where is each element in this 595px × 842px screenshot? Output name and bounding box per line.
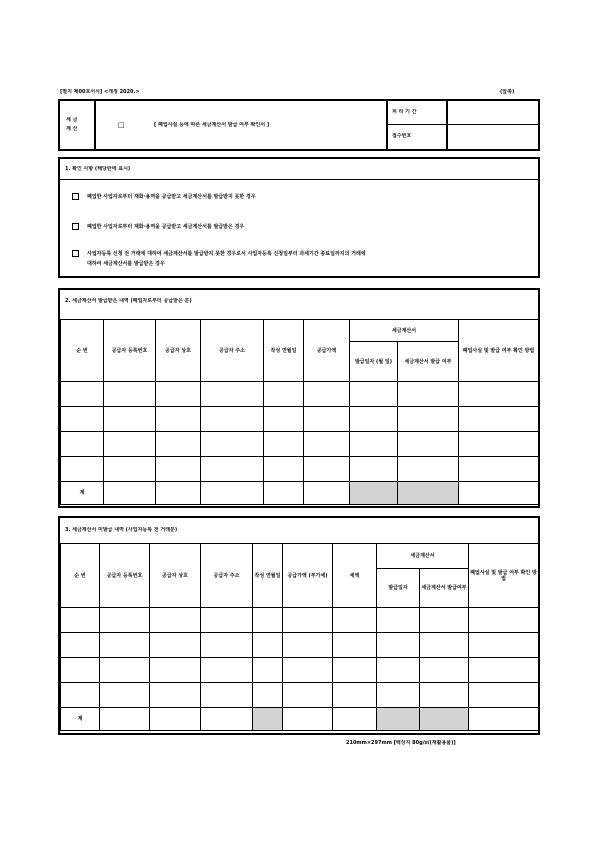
table-row [61, 382, 539, 407]
side-label-2: 계 산 [66, 126, 78, 132]
s2-header-confirm-method: 폐업사실 및 발급 여부 확인 방법 [459, 320, 539, 382]
s3-total-label: 계 [61, 708, 100, 731]
option-3-checkbox[interactable] [72, 250, 79, 257]
form-number: [별지 제00호서식] <개정 2020.> [60, 89, 140, 95]
side-label-1: 세 금 [66, 117, 78, 123]
title-block [58, 99, 540, 151]
s3-header-issue-date: 발급일자 [377, 569, 420, 608]
option-2-checkbox[interactable] [72, 223, 79, 230]
table-row [61, 407, 539, 432]
receipt-number-label: 접수번호 [392, 133, 412, 139]
s2-header-invoice-group: 세금계산서 [350, 320, 459, 342]
option-2-label: 폐업한 사업자로부터 재화·용역을 공급받고 세금계산서를 발급받은 경우 [87, 224, 245, 230]
option-row-3 [72, 250, 366, 258]
unissued-invoices-table [60, 543, 539, 731]
issued-invoices-table [60, 319, 539, 505]
section3-title: 3. 세금계산서 미발급 내역 (사업자등록 전 거래분) [65, 527, 178, 533]
processing-period-label: 처 리 기 간 [392, 109, 417, 115]
s2-header-number: 순 번 [61, 320, 104, 382]
document-title: [ 폐업사실 등에 따른 세금계산서 발급 여부 확인서 ] [154, 122, 270, 128]
s2-total-label: 계 [61, 482, 104, 505]
table-row [61, 633, 539, 658]
option-1-checkbox[interactable] [72, 193, 79, 200]
section1-title: 1. 확인 사항 (해당란에 표시) [65, 166, 131, 172]
section2-title: 2. 세금계산서 발급받은 내역 (폐업자로부터 공급받은 분) [65, 298, 192, 304]
option-row-2 [72, 223, 244, 231]
total-row [61, 708, 539, 731]
table-row [61, 658, 539, 683]
title-mark: □ [118, 121, 125, 129]
option-3-label: 사업자등록 신청 전 거래에 대하여 세금계산서를 발급받지 못한 경우로서 사업자등록 신청일부터 과세기간 종료일까지의 거래에 [87, 251, 366, 257]
s3-header-number: 순 번 [61, 544, 100, 608]
table-row [61, 608, 539, 633]
s2-header-issue-date: 발급일자 (월 일) [350, 342, 398, 382]
s2-header-date: 작성 연월일 [264, 320, 304, 382]
s2-header-issue-status: 세금계산서 발급 여부 [398, 342, 459, 382]
table-row [61, 683, 539, 708]
option-row-1 [72, 193, 256, 201]
s3-header-confirm-method: 폐업사실 및 발급 여부 확인 방법 [469, 544, 539, 608]
s3-header-supply-amount: 공급가액 (부가세) [283, 544, 333, 608]
s3-header-supplier-name: 공급자 상호 [150, 544, 201, 608]
s3-header-supplier-reg-no: 공급자 등록번호 [100, 544, 150, 608]
option-1-label: 폐업한 사업자로부터 재화·용역을 공급받고 세금계산서를 발급받지 못한 경우 [87, 194, 256, 200]
page-note: (앞쪽) [500, 89, 515, 95]
option-3-label-cont: 대하여 세금계산서를 발급받은 경우 [87, 261, 165, 267]
s2-header-supplier-address: 공급자 주소 [201, 320, 264, 382]
s2-header-supply-amount: 공급가액 [304, 320, 350, 382]
s3-header-tax: 세액 [333, 544, 377, 608]
s3-header-invoice-group: 세금계산서 [377, 544, 469, 569]
s2-header-supplier-name: 공급자 상호 [156, 320, 201, 382]
paper-spec-note: 210mm×297mm [백상지 80g/㎡(재활용품)] [346, 740, 456, 746]
table-row [61, 457, 539, 482]
section-check-items [58, 157, 540, 278]
s2-header-supplier-reg-no: 공급자 등록번호 [104, 320, 156, 382]
total-row [61, 482, 539, 505]
s3-header-date: 작성 연월일 [253, 544, 283, 608]
s3-header-supplier-address: 공급자 주소 [201, 544, 253, 608]
s3-header-issue-status: 세금계산서 발급여부 [420, 569, 469, 608]
table-row [61, 432, 539, 457]
